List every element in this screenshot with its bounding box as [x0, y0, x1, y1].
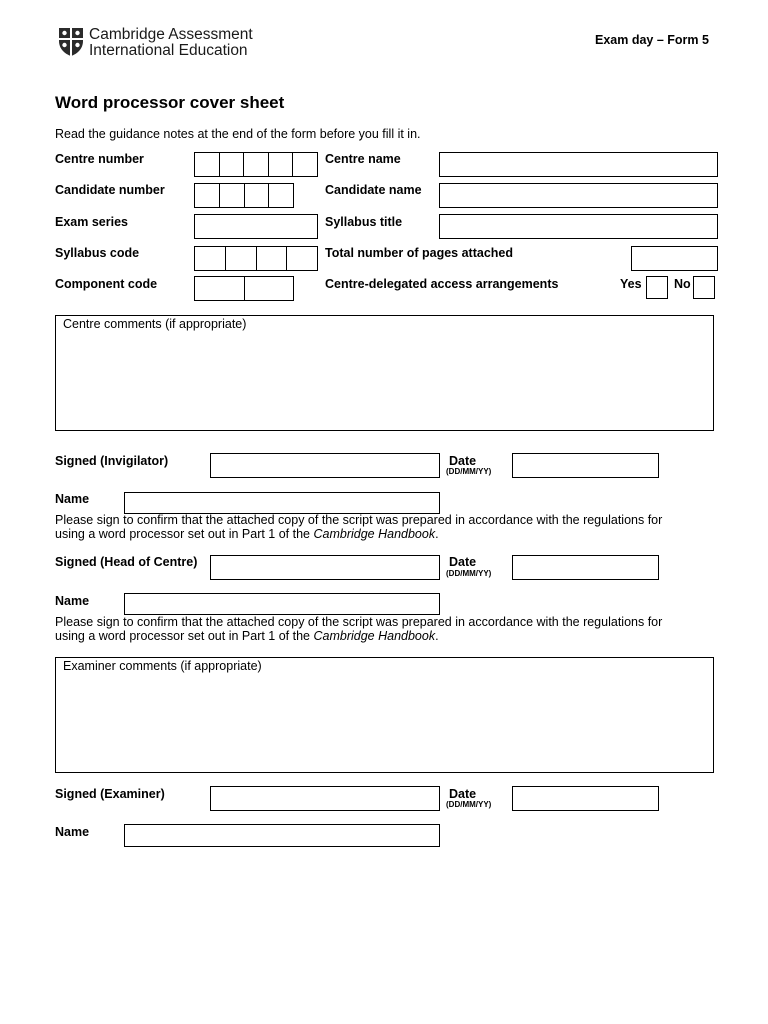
digit-cell[interactable] — [287, 247, 317, 270]
form-reference: Exam day – Form 5 — [595, 33, 709, 47]
digit-cell[interactable] — [244, 153, 269, 176]
invigilator-declaration-line-1: Please sign to confirm that the attached copy of the script was prepared in accordance with the regulations for — [55, 513, 663, 527]
declaration-text: using a word processor set out in Part 1 of the — [55, 629, 314, 643]
head-of-centre-date-format: (DD/MM/YY) — [446, 569, 492, 578]
access-arrangements-label: Centre-delegated access arrangements — [325, 277, 559, 291]
candidate-number-label: Candidate number — [55, 183, 165, 197]
syllabus-code-input[interactable] — [194, 246, 318, 271]
digit-cell[interactable] — [195, 247, 226, 270]
examiner-comments-box[interactable] — [55, 657, 714, 773]
declaration-end: . — [435, 527, 439, 541]
digit-cell[interactable] — [195, 153, 220, 176]
head-of-centre-name-input[interactable] — [124, 593, 440, 615]
invigilator-date-format: (DD/MM/YY) — [446, 467, 492, 476]
no-label: No — [674, 277, 691, 291]
centre-comments-box[interactable] — [55, 315, 714, 431]
centre-comments-label: Centre comments (if appropriate) — [63, 317, 247, 331]
signed-head-of-centre-label: Signed (Head of Centre) — [55, 555, 198, 569]
digit-cell[interactable] — [195, 184, 220, 207]
invigilator-date-input[interactable] — [512, 453, 659, 478]
exam-series-input[interactable] — [194, 214, 318, 239]
candidate-number-input[interactable] — [194, 183, 294, 208]
candidate-name-input[interactable] — [439, 183, 718, 208]
handbook-title: Cambridge Handbook — [313, 629, 436, 643]
total-pages-label: Total number of pages attached — [325, 246, 513, 260]
examiner-name-input[interactable] — [124, 824, 440, 847]
logo-line-2: International Education — [89, 42, 248, 59]
component-code-label: Component code — [55, 277, 158, 291]
digit-cell[interactable] — [220, 184, 245, 207]
syllabus-code-label: Syllabus code — [55, 246, 140, 260]
examiner-date-label: Date — [449, 787, 477, 801]
yes-label: Yes — [620, 277, 642, 291]
exam-series-label: Exam series — [55, 215, 128, 229]
centre-number-input[interactable] — [194, 152, 318, 177]
digit-cell[interactable] — [269, 184, 293, 207]
head-of-centre-date-input[interactable] — [512, 555, 659, 580]
head-of-centre-declaration-line-1: Please sign to confirm that the attached copy of the script was prepared in accordance with the regulations for — [55, 615, 663, 629]
cambridge-shield-icon — [58, 27, 84, 57]
digit-cell[interactable] — [226, 247, 257, 270]
digit-cell[interactable] — [269, 153, 294, 176]
invigilator-date-label: Date — [449, 454, 477, 468]
examiner-date-input[interactable] — [512, 786, 659, 811]
centre-name-input[interactable] — [439, 152, 718, 177]
examiner-comments-label: Examiner comments (if appropriate) — [63, 659, 262, 673]
syllabus-title-input[interactable] — [439, 214, 718, 239]
digit-cell[interactable] — [293, 153, 317, 176]
digit-cell[interactable] — [220, 153, 245, 176]
signed-invigilator-label: Signed (Invigilator) — [55, 454, 169, 468]
invigilator-declaration-line-2 — [55, 527, 439, 541]
logo — [58, 26, 258, 60]
signed-examiner-label: Signed (Examiner) — [55, 787, 165, 801]
invigilator-signature-input[interactable] — [210, 453, 440, 478]
invigilator-name-input[interactable] — [124, 492, 440, 514]
declaration-end: . — [435, 629, 439, 643]
digit-cell[interactable] — [245, 184, 270, 207]
examiner-name-label: Name — [55, 825, 90, 839]
declaration-text: using a word processor set out in Part 1 of the — [55, 527, 314, 541]
examiner-date-format: (DD/MM/YY) — [446, 800, 492, 809]
digit-cell[interactable] — [195, 277, 245, 300]
yes-checkbox[interactable] — [646, 276, 668, 299]
page-title: Word processor cover sheet — [55, 93, 285, 112]
digit-cell[interactable] — [245, 277, 294, 300]
centre-number-label: Centre number — [55, 152, 144, 166]
component-code-input[interactable] — [194, 276, 294, 301]
intro-text: Read the guidance notes at the end of the form before you fill it in. — [55, 127, 421, 141]
logo-line-1: Cambridge Assessment — [89, 26, 253, 43]
head-of-centre-declaration-line-2 — [55, 629, 439, 643]
digit-cell[interactable] — [257, 247, 288, 270]
head-of-centre-date-label: Date — [449, 555, 477, 569]
handbook-title: Cambridge Handbook — [313, 527, 436, 541]
no-checkbox[interactable] — [693, 276, 715, 299]
head-of-centre-signature-input[interactable] — [210, 555, 440, 580]
syllabus-title-label: Syllabus title — [325, 215, 403, 229]
total-pages-input[interactable] — [631, 246, 718, 271]
head-of-centre-name-label: Name — [55, 594, 90, 608]
examiner-signature-input[interactable] — [210, 786, 440, 811]
invigilator-name-label: Name — [55, 492, 90, 506]
candidate-name-label: Candidate name — [325, 183, 422, 197]
centre-name-label: Centre name — [325, 152, 401, 166]
